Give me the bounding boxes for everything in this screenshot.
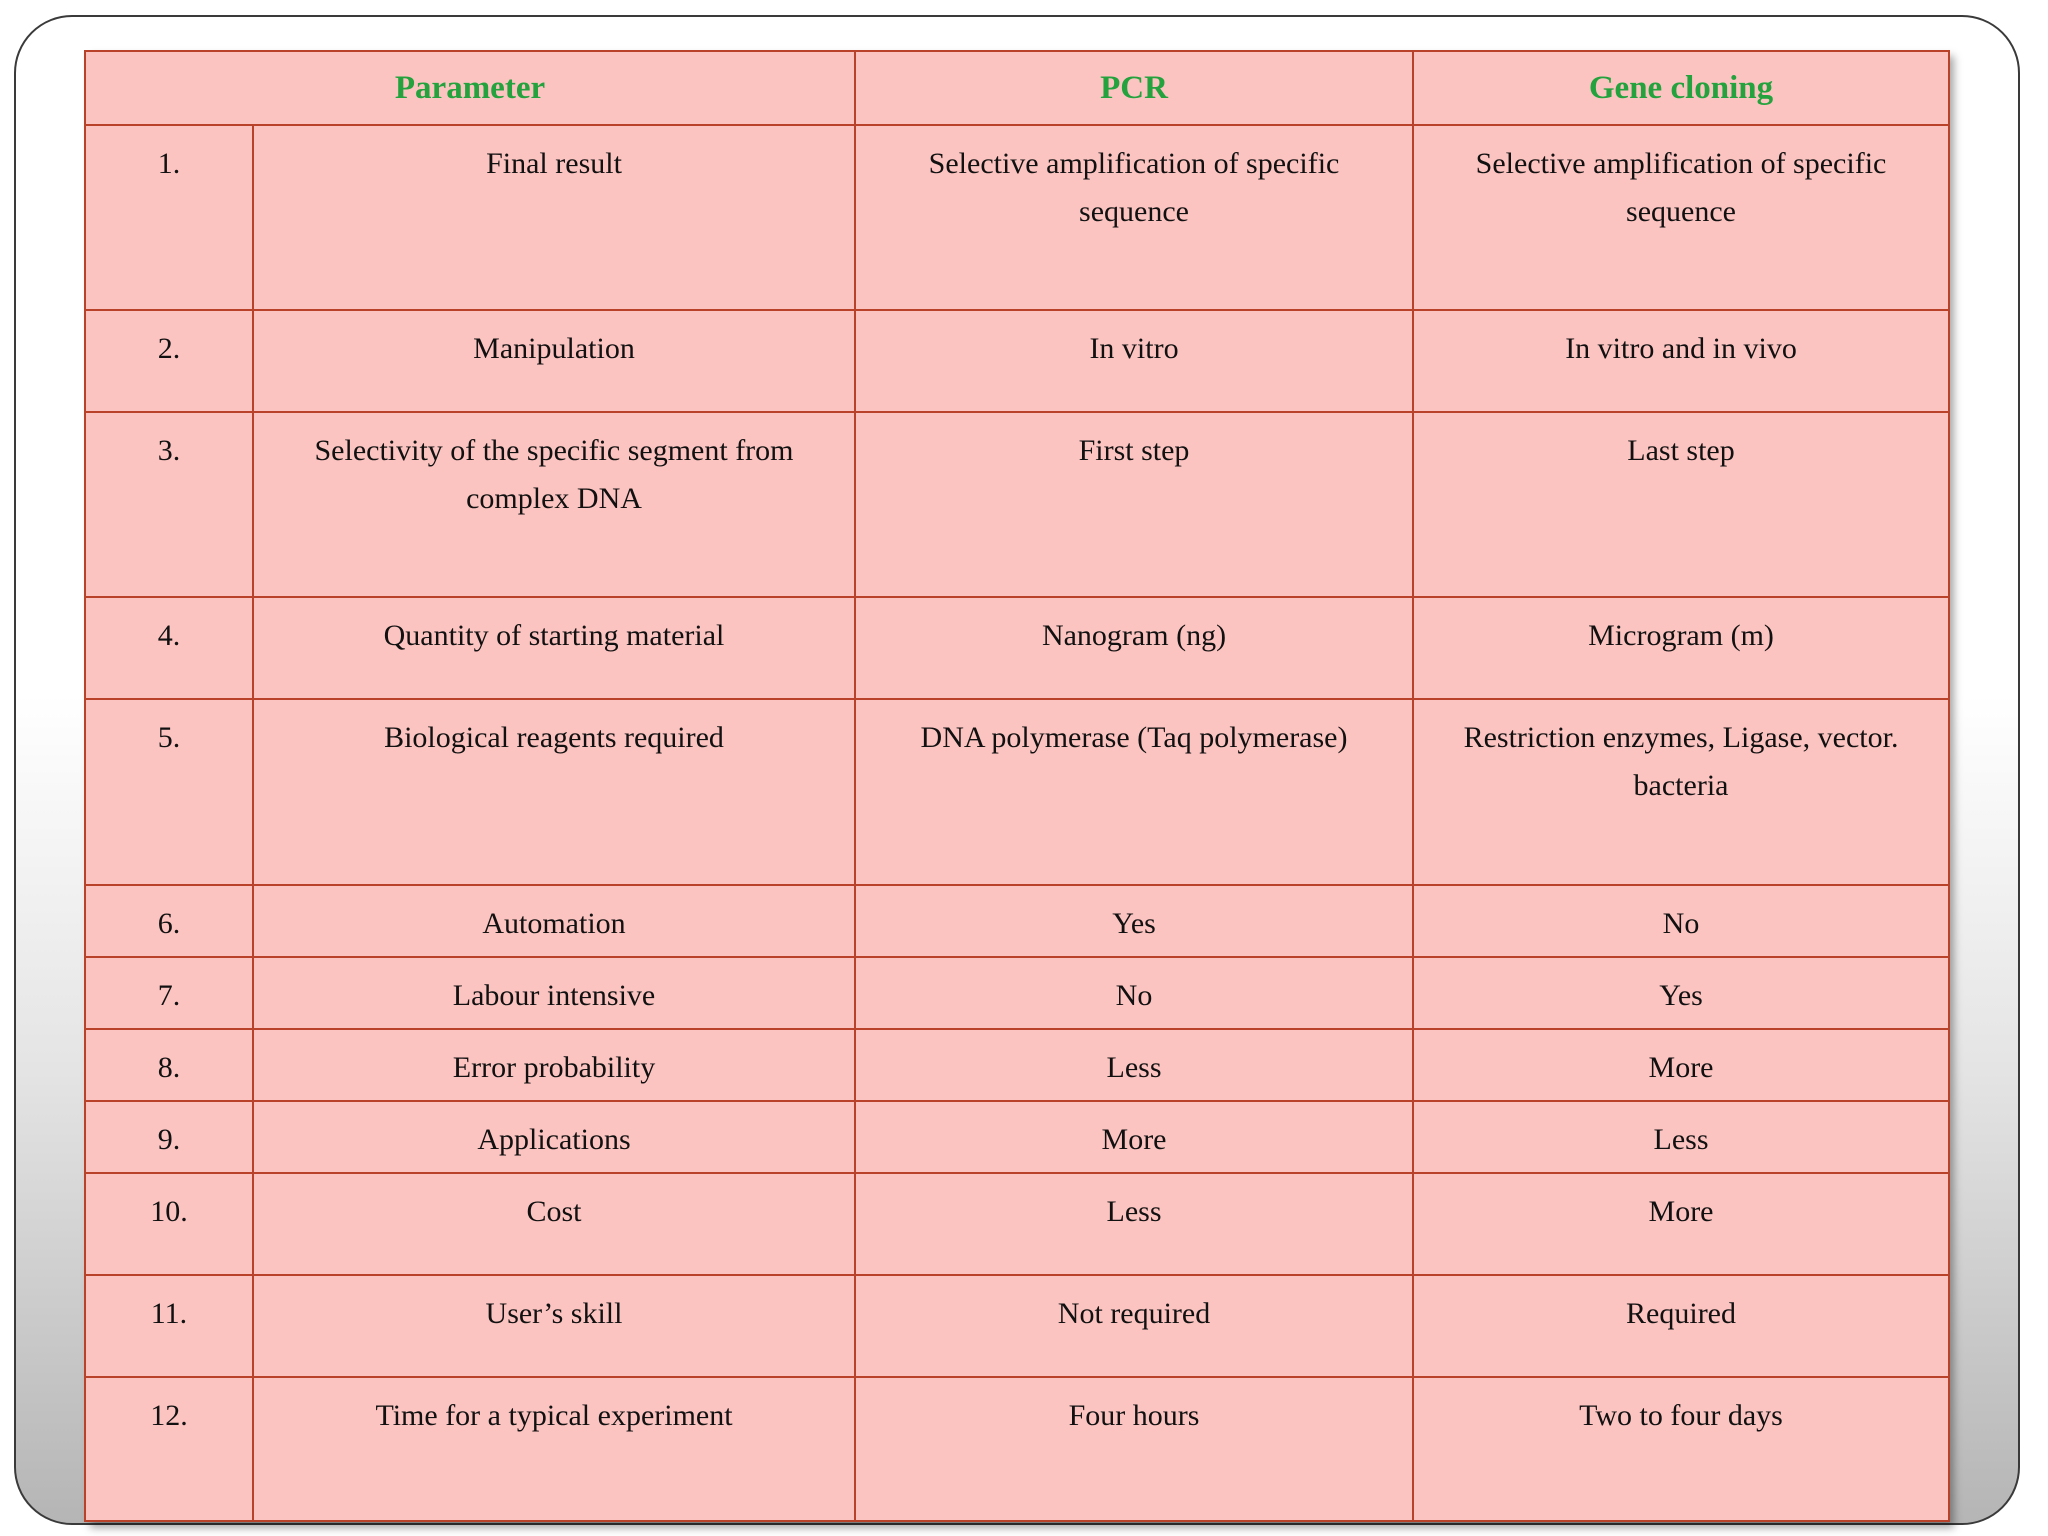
- table-row: [85, 699, 1949, 884]
- pcr-cell: DNA polymerase (Taq polymerase): [855, 699, 1413, 884]
- gene-cloning-cell: In vitro and in vivo: [1413, 310, 1949, 412]
- pcr-cell: More: [855, 1101, 1413, 1173]
- gene-cloning-cell: Restriction enzymes, Ligase, vector. bacteria: [1413, 699, 1949, 884]
- table-header-row: [85, 51, 1949, 125]
- header-pcr: PCR: [855, 51, 1413, 125]
- table-row: [85, 1029, 1949, 1101]
- pcr-cell: Yes: [855, 885, 1413, 957]
- table-row: [85, 125, 1949, 310]
- gene-cloning-cell: No: [1413, 885, 1949, 957]
- parameter-cell: Applications: [253, 1101, 855, 1173]
- row-number: 3.: [85, 412, 253, 597]
- pcr-cell: Less: [855, 1173, 1413, 1275]
- pcr-cell: Not required: [855, 1275, 1413, 1377]
- comparison-table-container: [84, 50, 1948, 1522]
- table-row: [85, 310, 1949, 412]
- row-number: 10.: [85, 1173, 253, 1275]
- pcr-cell: Four hours: [855, 1377, 1413, 1521]
- row-number: 8.: [85, 1029, 253, 1101]
- parameter-cell: Time for a typical experiment: [253, 1377, 855, 1521]
- row-number: 12.: [85, 1377, 253, 1521]
- pcr-cell: In vitro: [855, 310, 1413, 412]
- row-number: 6.: [85, 885, 253, 957]
- row-number: 1.: [85, 125, 253, 310]
- pcr-cell: Nanogram (ng): [855, 597, 1413, 699]
- parameter-cell: Final result: [253, 125, 855, 310]
- table-row: [85, 1275, 1949, 1377]
- row-number: 7.: [85, 957, 253, 1029]
- pcr-cell: No: [855, 957, 1413, 1029]
- row-number: 9.: [85, 1101, 253, 1173]
- row-number: 2.: [85, 310, 253, 412]
- pcr-vs-gene-cloning-table: [84, 50, 1950, 1522]
- parameter-cell: Biological reagents required: [253, 699, 855, 884]
- gene-cloning-cell: Last step: [1413, 412, 1949, 597]
- parameter-cell: Selectivity of the specific segment from complex DNA: [253, 412, 855, 597]
- parameter-cell: Labour intensive: [253, 957, 855, 1029]
- table-row: [85, 1377, 1949, 1521]
- gene-cloning-cell: More: [1413, 1173, 1949, 1275]
- table-row: [85, 957, 1949, 1029]
- table-row: [85, 885, 1949, 957]
- parameter-cell: Manipulation: [253, 310, 855, 412]
- header-parameter: Parameter: [85, 51, 855, 125]
- pcr-cell: Less: [855, 1029, 1413, 1101]
- header-gene-cloning: Gene cloning: [1413, 51, 1949, 125]
- gene-cloning-cell: Two to four days: [1413, 1377, 1949, 1521]
- table-row: [85, 1101, 1949, 1173]
- gene-cloning-cell: Less: [1413, 1101, 1949, 1173]
- gene-cloning-cell: Yes: [1413, 957, 1949, 1029]
- gene-cloning-cell: More: [1413, 1029, 1949, 1101]
- parameter-cell: Automation: [253, 885, 855, 957]
- pcr-cell: Selective amplification of specific sequence: [855, 125, 1413, 310]
- parameter-cell: User’s skill: [253, 1275, 855, 1377]
- parameter-cell: Quantity of starting material: [253, 597, 855, 699]
- row-number: 5.: [85, 699, 253, 884]
- pcr-cell: First step: [855, 412, 1413, 597]
- parameter-cell: Error probability: [253, 1029, 855, 1101]
- table-row: [85, 597, 1949, 699]
- gene-cloning-cell: Selective amplification of specific sequence: [1413, 125, 1949, 310]
- table-row: [85, 412, 1949, 597]
- gene-cloning-cell: Microgram (m): [1413, 597, 1949, 699]
- row-number: 11.: [85, 1275, 253, 1377]
- parameter-cell: Cost: [253, 1173, 855, 1275]
- table-row: [85, 1173, 1949, 1275]
- gene-cloning-cell: Required: [1413, 1275, 1949, 1377]
- row-number: 4.: [85, 597, 253, 699]
